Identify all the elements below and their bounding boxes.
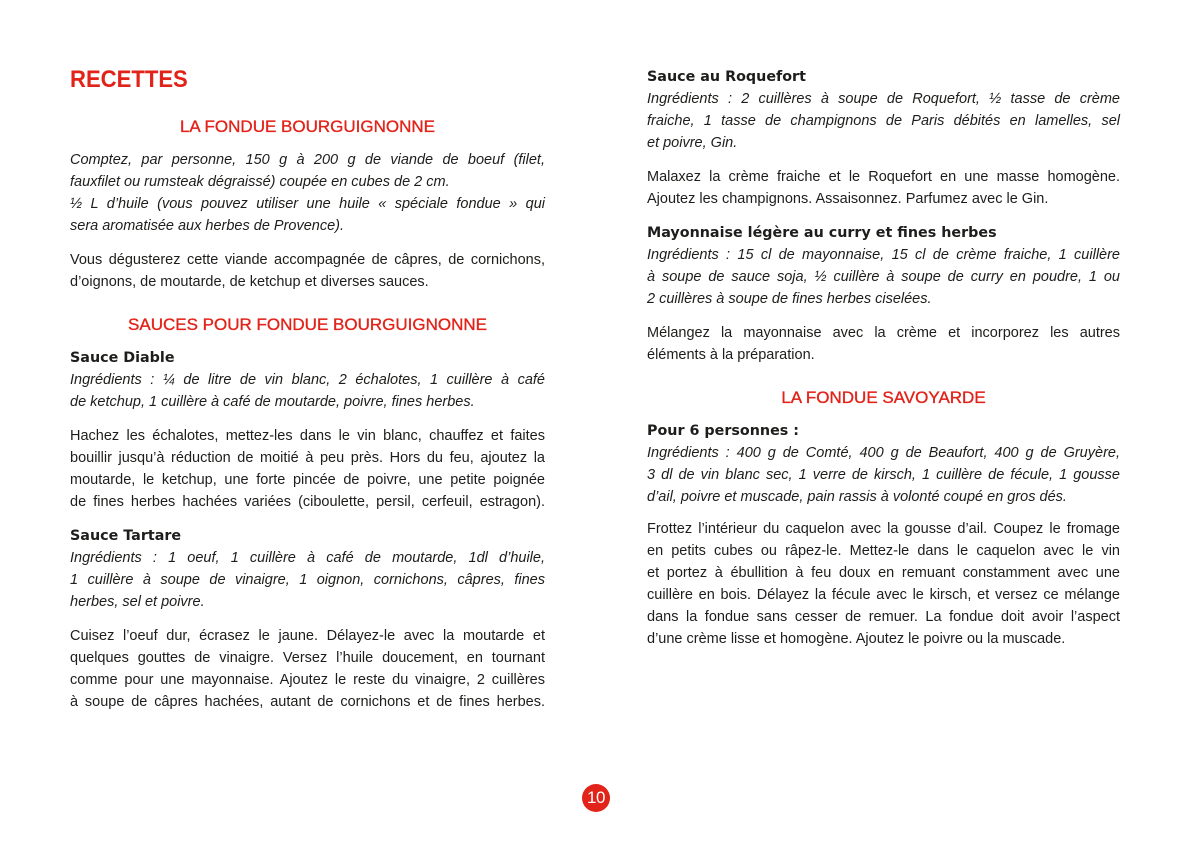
page-title-text: RECETTES: [70, 66, 188, 93]
text-line: éléments à la préparation.: [647, 347, 815, 363]
recipe-name: Sauce au Roquefort: [647, 69, 806, 85]
servings-label: Pour 6 personnes :: [647, 423, 800, 439]
text-line: fraiche, 1 tasse de champignons de Paris débités en lamelles, sel: [647, 113, 1120, 129]
text-line: bouillir jusqu’à réduction de moitié à peu près. Hors du feu, ajoutez la: [70, 450, 545, 466]
text-line: Comptez, par personne, 150 g à 200 g de viande de boeuf (filet,: [70, 152, 545, 168]
text-line: Malaxez la crème fraiche et le Roquefort en une masse homogène.: [647, 169, 1120, 185]
section-heading-sauces: SAUCES POUR FONDUE BOURGUIGNONNE: [128, 315, 487, 334]
sauce-roquefort-ingredients: [647, 66, 1120, 154]
text-line: et portez à ébullition à feu doux en remuant constamment avec une: [647, 565, 1120, 581]
section-heading-fondue-bourguignonne: LA FONDUE BOURGUIGNONNE: [179, 117, 436, 136]
text-line: Hachez les échalotes, mettez-les dans le vin blanc, chauffez et faites: [70, 428, 545, 444]
recipe-name: Sauce Diable: [70, 350, 175, 366]
text-line: en petits cubes ou râpez-le. Mettez-le dans le caquelon avec le vin: [647, 543, 1120, 559]
text-line: 2 cuillères à soupe de fines herbes ciselées.: [647, 291, 932, 307]
savoyarde-method: [647, 518, 1120, 650]
text-line: Ingrédients : ¼ de litre de vin blanc, 2 échalotes, 1 cuillère à café: [70, 372, 545, 388]
text-line: quelques gouttes de vinaigre. Versez l’huile doucement, en tournant: [70, 650, 545, 666]
text-line: Frottez l’intérieur du caquelon avec la gousse d’ail. Coupez le fromage: [647, 521, 1120, 537]
text-line: Ingrédients : 2 cuillères à soupe de Roquefort, ½ tasse de crème: [647, 91, 1120, 107]
text-line: herbes, sel et poivre.: [70, 594, 205, 610]
mayonnaise-method: [647, 322, 1120, 366]
text-line: d’ail, poivre et muscade, pain rassis à volonté coupé en gros dés.: [647, 489, 1067, 505]
page-number: 10: [587, 788, 605, 807]
page-number-badge: [582, 784, 610, 812]
right-column: [647, 66, 1120, 662]
page-title: [70, 66, 545, 94]
text-line: à soupe de sauce soja, ½ cuillère à soupe de curry en poudre, 1 ou: [647, 269, 1120, 285]
quantities-paragraph: [70, 149, 545, 237]
serving-paragraph: [70, 249, 545, 293]
text-line: sera aromatisée aux herbes de Provence).: [70, 218, 345, 234]
sauce-diable-ingredients: [70, 347, 545, 413]
sauce-roquefort-method: [647, 166, 1120, 210]
text-line: Vous dégusterez cette viande accompagnée de câpres, de cornichons,: [70, 252, 545, 268]
text-line: cuillère en bois. Délayez la fécule avec le kirsch, et versez ce mélange: [647, 587, 1120, 603]
recipe-name: Mayonnaise légère au curry et fines herbes: [647, 225, 997, 241]
text-line: Ingrédients : 400 g de Comté, 400 g de Beaufort, 400 g de Gruyère,: [647, 445, 1120, 461]
left-column: [70, 66, 545, 725]
recipe-name: Sauce Tartare: [70, 528, 182, 544]
mayonnaise-ingredients: [647, 222, 1120, 310]
text-line: moutarde, le ketchup, une forte pincée de poivre, une petite poignée: [70, 472, 545, 488]
text-line: 1 cuillère à soupe de vinaigre, 1 oignon, cornichons, câpres, fines: [70, 572, 545, 588]
text-line: dans la fondue sans cesser de remuer. La fondue doit avoir l’aspect: [647, 609, 1120, 625]
sauce-diable-method: [70, 425, 545, 513]
text-line: fauxfilet ou rumsteak dégraissé) coupée en cubes de 2 cm.: [70, 174, 450, 190]
text-line: et poivre, Gin.: [647, 135, 738, 151]
text-line: de fines herbes hachées variées (ciboulette, persil, cerfeuil, estragon).: [70, 494, 545, 510]
sauce-tartare-ingredients: [70, 525, 545, 613]
text-line: à soupe de câpres hachées, autant de cornichons et de fines herbes.: [70, 694, 545, 710]
text-line: d’oignons, de moutarde, de ketchup et diverses sauces.: [70, 274, 429, 290]
text-line: Mélangez la mayonnaise avec la crème et incorporez les autres: [647, 325, 1120, 341]
text-line: Ajoutez les champignons. Assaisonnez. Parfumez avec le Gin.: [647, 191, 1049, 207]
text-line: d’une crème lisse et homogène. Ajoutez le poivre ou la muscade.: [647, 631, 1066, 647]
text-line: Ingrédients : 15 cl de mayonnaise, 15 cl de crème fraiche, 1 cuillère: [647, 247, 1120, 263]
sauce-tartare-method: [70, 625, 545, 713]
text-line: comme pour une mayonnaise. Ajoutez le reste du vinaigre, 2 cuillères: [70, 672, 545, 688]
text-line: Ingrédients : 1 oeuf, 1 cuillère à café de moutarde, 1dl d’huile,: [70, 550, 545, 566]
text-line: de ketchup, 1 cuillère à café de moutarde, poivre, fines herbes.: [70, 394, 475, 410]
section-heading-fondue-savoyarde: LA FONDUE SAVOYARDE: [781, 388, 986, 407]
savoyarde-ingredients: [647, 420, 1120, 508]
text-line: ½ L d’huile (vous pouvez utiliser une huile « spéciale fondue » qui: [70, 196, 545, 212]
text-line: 3 dl de vin blanc sec, 1 verre de kirsch, 1 cuillère de fécule, 1 gousse: [647, 467, 1120, 483]
text-line: Cuisez l’oeuf dur, écrasez le jaune. Délayez-le avec la moutarde et: [70, 628, 545, 644]
